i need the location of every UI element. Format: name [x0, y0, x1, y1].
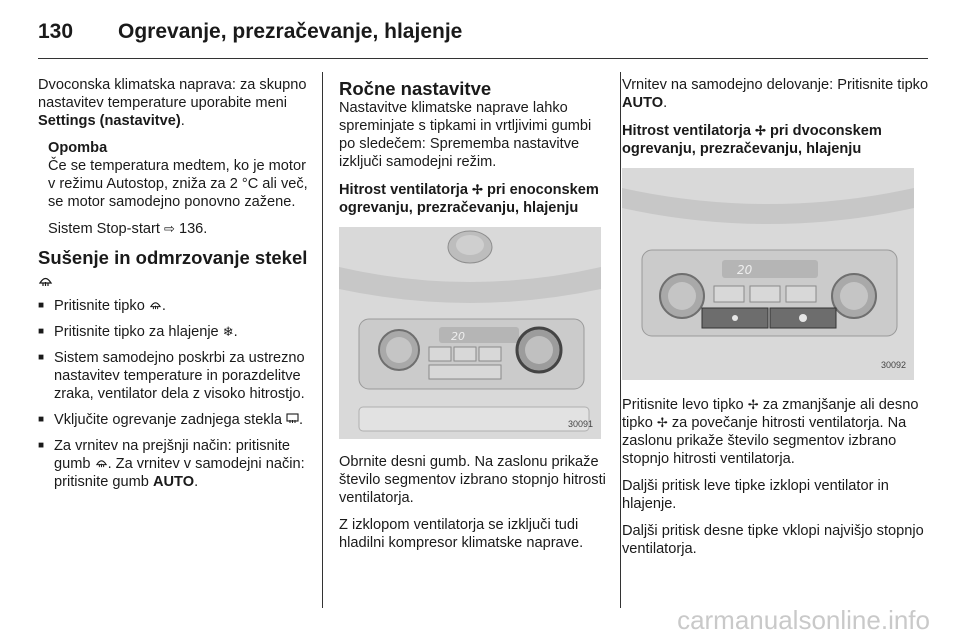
figure-number: 30091 — [567, 419, 593, 429]
list-item: ■ Pritisnite tipko . — [38, 298, 166, 314]
column-divider-left — [322, 72, 323, 608]
defrost-icon — [149, 298, 162, 314]
control-panel-illustration — [622, 168, 914, 380]
square-bullet: ■ — [38, 414, 45, 425]
column-3 — [622, 76, 932, 567]
manual-para-1: Obrnite desni gumb. Na zaslonu prikaže število segmentov izbrano stopnjo hitrosti ventilatorja. — [339, 454, 606, 506]
snowflake-icon: ❄ — [222, 324, 234, 339]
chapter-title: Ogrevanje, prezračevanje, hlajenje — [118, 20, 463, 43]
square-bullet: ■ — [38, 300, 45, 311]
auto-keyword: AUTO — [152, 474, 195, 490]
square-bullet: ■ — [38, 326, 45, 337]
figure-number: 30092 — [880, 360, 906, 370]
watermark: carmanualsonline.info — [677, 605, 930, 635]
fan-icon: ✢ — [755, 123, 766, 138]
note-text: Če se temperatura medtem, ko je motor v režimu Autostop, zniža za 2 °C ali več, se motor samodejno ponovno zažene. — [48, 158, 308, 210]
note-reference-link[interactable]: 136. — [178, 221, 208, 237]
arrow-right-icon: ⇨ — [163, 221, 175, 236]
auto-return-paragraph: Vrnitev na samodejno delovanje: Pritisnite tipko AUTO. — [622, 77, 929, 111]
note-title: Opomba — [48, 140, 108, 156]
control-panel-illustration — [339, 227, 601, 439]
section-heading-defrost: Sušenje in odmrzovanje stekel — [38, 247, 310, 293]
column-1 — [38, 76, 310, 499]
dual-para-1: Pritisnite levo tipko ✢ za zmanjšanje ali desno tipko ✢ za povečanje hitrosti ventilatorja. Na zaslonu prikaže število segmentov izbrano stopnjo hitrosti ventilatorja. — [622, 397, 919, 467]
figure-single-zone-panel — [339, 227, 601, 439]
defrost-icon — [38, 275, 53, 290]
list-item: ■ Vključite ogrevanje zadnjega stekla . — [38, 412, 304, 428]
subheading-fan-single-zone: Hitrost ventilatorja ✢ pri enoconskem ogrevanju, prezračevanju, hlajenju — [339, 182, 599, 216]
page-number: 130 — [38, 20, 74, 43]
settings-keyword: Settings (nastavitve) — [38, 113, 181, 129]
panel-display: 20 — [737, 263, 753, 277]
defrost-steps-list — [38, 297, 310, 491]
page-header — [38, 14, 928, 58]
note-box — [48, 139, 310, 238]
column-2 — [339, 76, 609, 561]
fan-icon: ✢ — [747, 397, 759, 412]
auto-keyword: AUTO — [622, 95, 664, 111]
column-divider-right — [620, 72, 621, 608]
list-item: ■ Sistem samodejno poskrbi za ustrezno nastavitev temperature in porazdelitve zraka, ventilator dela z visoko hitrostjo. — [38, 350, 305, 402]
section-heading-manual: Ročne nastavitve — [339, 78, 492, 99]
fan-icon: ✢ — [656, 415, 668, 430]
list-item: ■ Pritisnite tipko za hlajenje ❄. — [38, 324, 238, 340]
rear-window-heating-icon — [286, 412, 299, 428]
square-bullet: ■ — [38, 352, 45, 363]
header-rule — [38, 58, 928, 59]
fan-icon: ✢ — [472, 182, 483, 197]
dual-para-3: Daljši pritisk desne tipke vklopi najvišjo stopnjo ventilatorja. — [622, 523, 924, 557]
subheading-fan-dual-zone: Hitrost ventilatorja ✢ pri dvoconskem ogrevanju, prezračevanju, hlajenju — [622, 123, 882, 157]
list-item: ■ Za vrnitev na prejšnji način: pritisnite gumb . Za vrnitev v samodejni način: pritisnite gumb AUTO. — [38, 438, 305, 490]
defrost-icon — [95, 456, 108, 472]
manual-para-2: Z izklopom ventilatorja se izključi tudi hladilni kompresor klimatske naprave. — [339, 517, 584, 551]
manual-intro: Nastavitve klimatske naprave lahko spreminjate s tipkami in vrtljivimi gumbi po sledečem: Sprememba nastavitve izključi samodejni režim. — [339, 100, 592, 170]
note-reference: Sistem Stop-start ⇨ 136. — [48, 221, 208, 237]
figure-dual-zone-panel — [622, 168, 914, 380]
dual-para-2: Daljši pritisk leve tipke izklopi ventilator in hlajenje. — [622, 478, 889, 512]
panel-display: 20 — [451, 330, 465, 343]
square-bullet: ■ — [38, 440, 45, 451]
intro-paragraph: Dvoconska klimatska naprava: za skupno nastavitev temperature uporabite meni Settings (nastavitve). — [38, 77, 307, 129]
